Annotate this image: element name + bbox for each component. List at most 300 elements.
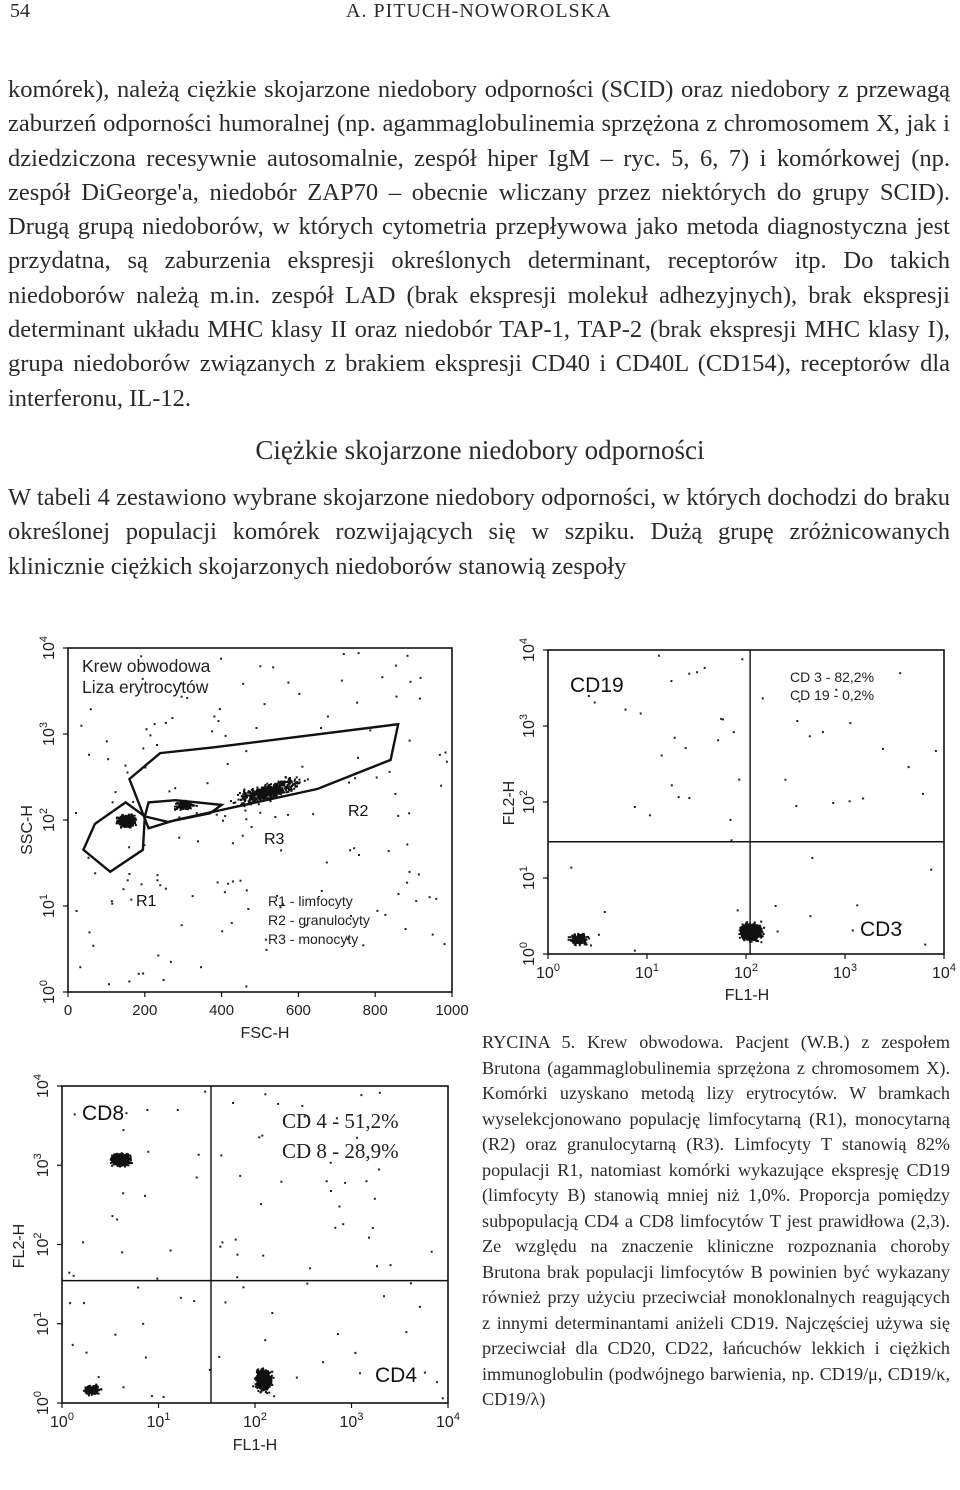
scatter-point — [247, 794, 249, 796]
scatter-point — [287, 682, 289, 684]
scatter-point — [280, 793, 282, 795]
scatter-point — [410, 1282, 412, 1284]
scatter-point — [337, 1333, 339, 1335]
scatter-point — [741, 658, 743, 660]
scatter-point — [266, 783, 268, 785]
scatter-point — [265, 1384, 267, 1386]
scatter-point — [264, 1339, 266, 1341]
scatter-point — [298, 693, 300, 695]
scatter-point — [116, 1219, 118, 1221]
scatter-point — [83, 1302, 85, 1304]
y-tick-label: $10^3$ — [38, 722, 58, 746]
scatter-point — [264, 703, 266, 705]
scatter-point — [395, 696, 397, 698]
legend-r1: R1 - limfocyty — [268, 893, 353, 909]
scatter-point — [304, 780, 306, 782]
scatter-point — [277, 1103, 279, 1105]
scatter-point — [343, 653, 345, 655]
legend-r2: R2 - granulocyty — [268, 912, 370, 928]
scatter-point — [252, 1385, 254, 1387]
percentage-cd3: CD 3 - 82,2% — [790, 669, 875, 685]
scatter-point — [264, 795, 266, 797]
scatter-point — [232, 842, 234, 844]
scatter-point — [120, 819, 122, 821]
scatter-point — [213, 716, 215, 718]
scatter-point — [266, 949, 268, 951]
scatter-point — [849, 722, 851, 724]
scatter-point — [125, 818, 127, 820]
legend-r3: R3 - monocyty — [268, 931, 359, 947]
scatter-point — [584, 940, 586, 942]
scatter-point — [168, 790, 170, 792]
scatter-point — [583, 937, 585, 939]
scatter-point — [741, 934, 743, 936]
scatter-point — [568, 939, 570, 941]
scatter-point — [100, 1388, 102, 1390]
scatter-point — [154, 723, 156, 725]
scatter-point — [747, 928, 749, 930]
scatter-point — [410, 681, 412, 683]
scatter-point — [224, 891, 226, 893]
scatter-point — [130, 823, 132, 825]
scatter-point — [133, 818, 135, 820]
scatter-point — [237, 794, 239, 796]
scatter-point — [739, 937, 741, 939]
scatter-point — [72, 1344, 74, 1346]
scatter-point — [856, 904, 858, 906]
scatter-point — [120, 1154, 122, 1156]
scatter-point — [126, 1162, 128, 1164]
scatter-point — [146, 1109, 148, 1111]
scatter-point — [121, 1251, 123, 1253]
scatter-point — [356, 702, 358, 704]
scatter-point — [737, 909, 739, 911]
scatter-point — [122, 1155, 124, 1157]
running-head: A. PITUCH-NOWOROLSKA — [346, 0, 612, 22]
scatter-point — [220, 1154, 222, 1156]
scatter-point — [376, 1265, 378, 1267]
scatter-point — [353, 847, 355, 849]
scatter-point — [111, 1215, 113, 1217]
scatter-point — [239, 792, 241, 794]
scatter-point — [92, 1392, 94, 1394]
scatter-point — [108, 983, 110, 985]
marker-label-cd3: CD3 — [860, 918, 903, 941]
scatter-point — [569, 936, 571, 938]
scatter-point — [360, 1094, 362, 1096]
scatter-point — [73, 1275, 75, 1277]
scatter-point — [240, 880, 242, 882]
scatter-point — [244, 794, 246, 796]
scatter-point — [266, 792, 268, 794]
x-axis-label: FL1-H — [232, 1437, 278, 1454]
scatter-point — [241, 795, 243, 797]
scatter-point — [649, 814, 651, 816]
scatter-point — [177, 1109, 179, 1111]
scatter-point — [580, 942, 582, 944]
scatter-point — [76, 910, 78, 912]
scatter-point — [756, 927, 758, 929]
scatter-point — [232, 881, 234, 883]
scatter-point — [301, 1105, 303, 1107]
y-tick-label: $10^0$ — [38, 980, 58, 1004]
scatter-point — [259, 812, 261, 814]
scatter-point — [258, 803, 260, 805]
x-tick-label: $10^0$ — [50, 1411, 74, 1431]
scatter-point — [197, 840, 199, 842]
scatter-point — [262, 1388, 264, 1390]
scatter-point — [257, 791, 259, 793]
scatter-point — [115, 1159, 117, 1161]
scatter-point — [116, 820, 118, 822]
scatter-point — [262, 1373, 264, 1375]
scatter-point — [306, 1283, 308, 1285]
y-tick-label: $10^3$ — [32, 1153, 52, 1178]
scatter-point — [265, 939, 267, 941]
scatter-point — [822, 731, 824, 733]
x-tick-label: 1000 — [435, 1002, 469, 1019]
scatter-point — [390, 1264, 392, 1266]
scatter-point — [272, 666, 274, 668]
scatter-point — [157, 874, 159, 876]
scatter-point — [144, 1195, 146, 1197]
scatter-point — [89, 931, 91, 933]
scatter-point — [398, 893, 400, 895]
scatter-point — [594, 702, 596, 704]
scatter-point — [115, 1154, 117, 1156]
scatter-point — [204, 1091, 206, 1093]
scatter-point — [177, 807, 179, 809]
scatter-point — [760, 937, 762, 939]
x-tick-label: $10^4$ — [932, 962, 956, 982]
scatter-point — [89, 1388, 91, 1390]
scatter-point — [381, 676, 383, 678]
scatter-point — [341, 680, 343, 682]
scatter-point — [126, 1112, 128, 1114]
scatter-point — [442, 1397, 444, 1399]
scatter-point — [330, 1190, 332, 1192]
scatter-point — [688, 797, 690, 799]
scatter-point — [111, 1165, 113, 1167]
scatter-point — [252, 794, 254, 796]
scatter-point — [744, 932, 746, 934]
scatter-point — [753, 929, 755, 931]
scatter-point — [420, 677, 422, 679]
scatter-point — [849, 800, 851, 802]
scatter-point — [174, 787, 176, 789]
scatter-point — [259, 794, 261, 796]
scatter-point — [777, 931, 779, 933]
scatter-point — [163, 1396, 165, 1398]
scatter-point — [68, 1272, 70, 1274]
scatter-point — [245, 986, 247, 988]
scatter-point — [250, 793, 252, 795]
scatter-point — [260, 1385, 262, 1387]
scatter-point — [106, 740, 108, 742]
scatter-point — [625, 709, 627, 711]
scatter-point — [579, 934, 581, 936]
scatter-point — [832, 802, 834, 804]
scatter-cd4-cd8 — [0, 1060, 480, 1490]
scatter-point — [376, 777, 378, 779]
marker-label-cd4: CD4 — [375, 1364, 418, 1387]
scatter-point — [259, 665, 261, 667]
scatter-point — [259, 1371, 261, 1373]
scatter-point — [176, 803, 178, 805]
scatter-point — [261, 1135, 263, 1137]
scatter-point — [240, 799, 242, 801]
scatter-point — [200, 966, 202, 968]
page-header — [0, 0, 960, 24]
scatter-point — [268, 1392, 270, 1394]
scatter-point — [92, 1390, 94, 1392]
x-tick-label: 0 — [63, 1002, 73, 1019]
scatter-point — [739, 927, 741, 929]
scatter-point — [882, 748, 884, 750]
scatter-point — [419, 698, 421, 700]
scatter-point — [376, 910, 378, 912]
scatter-point — [86, 1393, 88, 1395]
scatter-point — [269, 1376, 271, 1378]
scatter-point — [436, 1381, 438, 1383]
percentage-cd4: CD 4 - 51,2% — [282, 1109, 399, 1133]
scatter-point — [293, 788, 295, 790]
scatter-point — [186, 697, 188, 699]
scatter-point — [132, 821, 134, 823]
y-tick-label: $10^1$ — [32, 1311, 52, 1336]
scatter-point — [354, 777, 356, 779]
scatter-point — [227, 883, 229, 885]
gate-r1 — [83, 802, 144, 871]
scatter-point — [132, 801, 134, 803]
scatter-point — [429, 896, 431, 898]
page-number: 54 — [10, 0, 30, 22]
scatter-point — [424, 1372, 426, 1374]
scatter-point — [112, 801, 114, 803]
scatter-point — [755, 931, 757, 933]
scatter-point — [174, 806, 176, 808]
scatter-point — [339, 1206, 341, 1208]
scatter-point — [180, 1297, 182, 1299]
scatter-point — [247, 908, 249, 910]
y-axis-label: FL2-H — [501, 780, 518, 826]
scatter-point — [262, 1385, 264, 1387]
scatter-point — [570, 939, 572, 941]
scatter-point — [289, 777, 291, 779]
scatter-point — [408, 812, 410, 814]
plot-frame — [62, 1086, 448, 1403]
x-axis-label: FSC-H — [240, 1025, 290, 1042]
scatter-point — [760, 921, 762, 923]
scatter-point — [90, 708, 92, 710]
gate-label-r2: R2 — [348, 803, 369, 820]
scatter-point — [243, 796, 245, 798]
scatter-point — [282, 782, 284, 784]
scatter-point — [242, 835, 244, 837]
scatter-point — [94, 872, 96, 874]
scatter-point — [604, 911, 606, 913]
scatter-point — [295, 786, 297, 788]
scatter-point — [432, 934, 434, 936]
scatter-point — [795, 805, 797, 807]
scatter-point — [796, 720, 798, 722]
scatter-point — [252, 788, 254, 790]
scatter-point — [289, 783, 291, 785]
y-axis-label: SSC-H — [19, 805, 36, 855]
scatter-point — [79, 966, 81, 968]
scatter-point — [142, 1323, 144, 1325]
scatter-point — [196, 1177, 198, 1179]
scatter-point — [156, 744, 158, 746]
scatter-point — [342, 1223, 344, 1225]
scatter-point — [127, 1153, 129, 1155]
scatter-point — [221, 930, 223, 932]
scatter-point — [755, 940, 757, 942]
scatter-point — [704, 667, 706, 669]
scatter-point — [384, 914, 386, 916]
scatter-point — [181, 924, 183, 926]
scatter-point — [135, 824, 137, 826]
scatter-point — [264, 1093, 266, 1095]
scatter-point — [406, 844, 408, 846]
y-tick-label: $10^3$ — [518, 714, 538, 738]
scatter-point — [368, 1237, 370, 1239]
scatter-point — [374, 1198, 376, 1200]
scatter-point — [128, 1161, 130, 1163]
scatter-point — [431, 1251, 433, 1253]
scatter-point — [165, 722, 167, 724]
scatter-point — [415, 900, 417, 902]
scatter-point — [185, 806, 187, 808]
scatter-point — [763, 927, 765, 929]
scatter-point — [256, 1371, 258, 1373]
x-tick-label: 600 — [285, 1002, 311, 1019]
scatter-point — [258, 1380, 260, 1382]
scatter-point — [117, 1164, 119, 1166]
scatter-point — [852, 929, 854, 931]
y-tick-label: $10^1$ — [38, 894, 58, 918]
scatter-point — [170, 961, 172, 963]
scatter-point — [180, 806, 182, 808]
y-tick-label: $10^0$ — [32, 1391, 52, 1415]
scatter-point — [91, 1394, 93, 1396]
scatter-point — [258, 1136, 260, 1138]
scatter-point — [581, 935, 583, 937]
scatter-point — [348, 782, 350, 784]
scatter-point — [266, 1387, 268, 1389]
scatter-point — [122, 818, 124, 820]
scatter-point — [598, 934, 600, 936]
scatter-point — [239, 1175, 241, 1177]
scatter-point — [123, 1164, 125, 1166]
scatter-point — [113, 1162, 115, 1164]
scatter-point — [576, 937, 578, 939]
scatter-point — [378, 1169, 380, 1171]
scatter-point — [98, 1389, 100, 1391]
scatter-point — [572, 938, 574, 940]
body-paragraph: komórek), należą ciężkie skojarzone niedobory odporności (SCID) oraz niedobory z przewagą zaburzeń odporności humoralnej (np. agammaglobulinemia sprzężona z chromosomem X, jak i dziedziczona recesywnie autosomalnie, zespół hiper IgM – ryc. 5, 6, 7) i komórkowej (np. zespół DiGeorge'a, niedobór ZAP70 – obecnie wliczany przez niektórych do grupy SCID). Drugą grupą niedoborów, w których cytometria przepływowa jako metoda diagnostyczna jest przydatna, są zaburzenia ekspresji określonych determinant, receptorów itp. Do takich niedoborów należą m.in. zespół LAD (brak ekspresji molekuł adhezyjnych), brak ekspresji determinant układu MHC klasy II oraz niedobór TAP-1, TAP-2 (brak ekspresji MHC klasy I), grupa niedoborów związanych z brakiem ekspresji CD40 i CD40L (CD154), receptorów dla interferonu, IL-12. — [8, 76, 950, 412]
scatter-point — [581, 938, 583, 940]
scatter-point — [674, 737, 676, 739]
scatter-point — [88, 1394, 90, 1396]
scatter-point — [359, 1372, 361, 1374]
scatter-point — [275, 788, 277, 790]
scatter-point — [92, 945, 94, 947]
scatter-point — [159, 884, 161, 886]
scatter-point — [261, 791, 263, 793]
scatter-point — [584, 943, 586, 945]
scatter-point — [250, 798, 252, 800]
scatter-point — [722, 718, 724, 720]
y-axis-label: FL2-H — [11, 1223, 28, 1269]
scatter-point — [88, 857, 90, 859]
scatter-point — [123, 1129, 125, 1131]
scatter-point — [744, 928, 746, 930]
scatter-point — [293, 783, 295, 785]
scatter-point — [91, 1387, 93, 1389]
scatter-point — [394, 793, 396, 795]
scatter-point — [301, 766, 303, 768]
scatter-point — [326, 862, 328, 864]
scatter-point — [111, 903, 113, 905]
scatter-fsc-ssc-svg — [0, 620, 480, 1060]
scatter-point — [379, 1092, 381, 1094]
scatter-point — [125, 1159, 127, 1161]
scatter-point — [75, 812, 77, 814]
scatter-point — [248, 790, 250, 792]
scatter-point — [111, 1161, 113, 1163]
scatter-point — [134, 815, 136, 817]
scatter-point — [225, 735, 227, 737]
scatter-point — [446, 761, 448, 763]
scatter-point — [258, 1378, 260, 1380]
y-tick-label: $10^0$ — [518, 942, 538, 966]
scatter-point — [759, 926, 761, 928]
scatter-point — [188, 804, 190, 806]
scatter-point — [586, 944, 588, 946]
scatter-point — [86, 1389, 88, 1391]
scatter-point — [358, 854, 360, 856]
scatter-point — [409, 871, 411, 873]
scatter-point — [267, 1372, 269, 1374]
scatter-point — [321, 890, 323, 892]
scatter-point — [86, 1352, 88, 1354]
scatter-point — [924, 944, 926, 946]
scatter-point — [759, 932, 761, 934]
scatter-point — [671, 784, 673, 786]
scatter-point — [271, 1371, 273, 1373]
x-axis-label: FL1-H — [724, 987, 770, 1004]
scatter-point — [678, 796, 680, 798]
x-tick-label: $10^3$ — [833, 962, 857, 982]
scatter-point — [138, 973, 140, 975]
scatter-point — [372, 1227, 374, 1229]
scatter-point — [357, 757, 359, 759]
scatter-point — [128, 846, 130, 848]
scatter-point — [111, 900, 113, 902]
scatter-point — [289, 789, 291, 791]
y-tick-label: $10^4$ — [38, 636, 58, 660]
scatter-point — [575, 941, 577, 943]
scatter-point — [218, 1356, 220, 1358]
scatter-point — [760, 934, 762, 936]
scatter-point — [326, 1180, 328, 1182]
scatter-point — [762, 697, 764, 699]
scatter-point — [257, 1387, 259, 1389]
scatter-point — [273, 1377, 275, 1379]
gate-label-r3: R3 — [264, 831, 285, 848]
scatter-point — [262, 1369, 264, 1371]
